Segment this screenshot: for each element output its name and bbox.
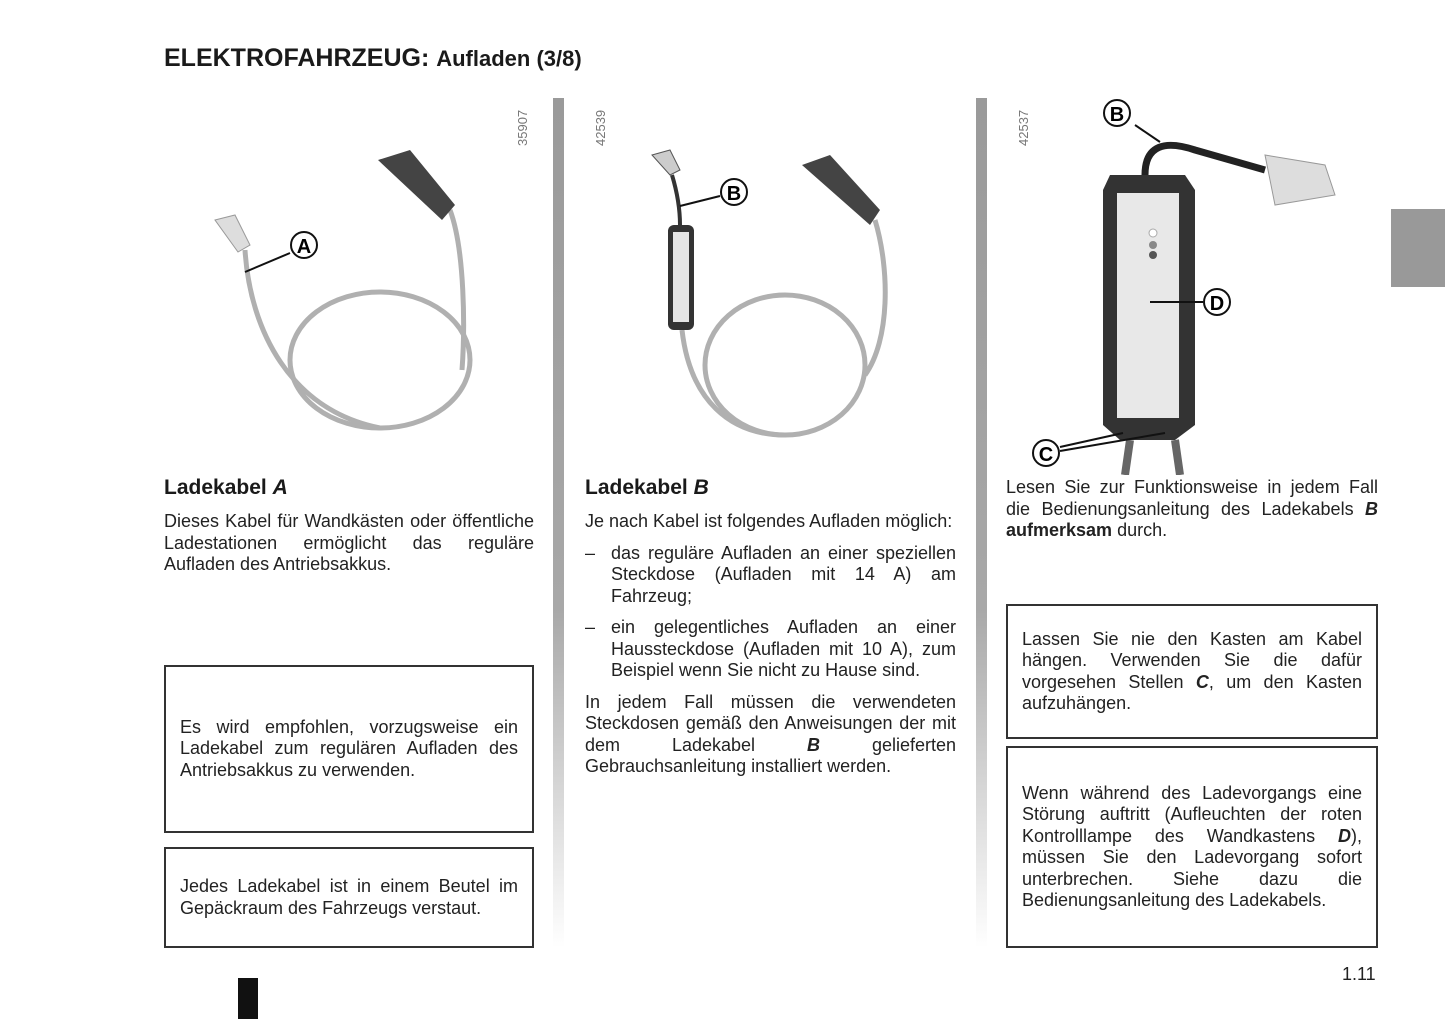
- letter: B: [807, 734, 820, 755]
- text: durch.: [1112, 520, 1168, 540]
- text: Lesen Sie zur Funktionsweise in jedem Fall die Bedienungsanleitung des Ladekabels: [1006, 477, 1378, 519]
- list-item: [585, 617, 956, 682]
- heading-letter: B: [693, 476, 709, 499]
- callout-b: B: [1109, 104, 1125, 126]
- section-heading-cable-a: [164, 476, 288, 500]
- note-box: [164, 665, 534, 833]
- warning-box: [1006, 604, 1378, 739]
- dash: –: [585, 617, 596, 637]
- warning-text: [1022, 783, 1362, 912]
- text: gelieferten Gebrauchsanleitung installiert werden.: [585, 734, 957, 776]
- dash: –: [585, 542, 596, 563]
- text: In jedem Fall müssen die verwendeten Steckdosen gemäß den Anweisungen der mit dem Ladekabel: [585, 691, 956, 755]
- intro-text: Je nach Kabel ist folgendes Aufladen möglich:: [585, 511, 953, 531]
- list-item: [585, 543, 956, 608]
- manual-reminder: [1006, 477, 1378, 542]
- column-divider: [553, 98, 564, 948]
- text: Wenn während des Ladevorgangs eine Störung auftritt (Aufleuchten der roten Kontrolllampe des Wandkastens: [1022, 782, 1362, 846]
- outro-text: [585, 692, 956, 778]
- callout-c: C: [1038, 444, 1054, 466]
- note-text: Jedes Ladekabel ist in einem Beutel im Gepäckraum des Fahrzeugs verstaut.: [180, 876, 518, 918]
- title-main: ELEKTROFAHRZEUG:: [164, 44, 430, 72]
- charging-cable-b-illustration: [640, 140, 920, 440]
- warning-box: [1006, 746, 1378, 948]
- page-marker: [238, 978, 258, 1019]
- charging-cable-a-illustration: [180, 130, 500, 440]
- warning-text: [1022, 629, 1362, 715]
- heading-text: Ladekabel: [164, 476, 273, 499]
- cable-a-description: Dieses Kabel für Wandkästen oder öffentliche Ladestationen ermöglicht das reguläre Aufladen des Antriebsakkus.: [164, 511, 534, 574]
- list-item-text: ein gelegentliches Aufladen an einer Haussteckdose (Aufladen mit 10 A), zum Beispiel wenn Sie nicht zu Hause sind.: [611, 617, 956, 680]
- text: Lassen Sie nie den Kasten am Kabel hängen. Verwenden Sie die dafür vorgesehen Stellen: [1022, 628, 1362, 692]
- letter: B: [1365, 498, 1378, 519]
- text: ), müssen Sie den Ladevorgang sofort unterbrechen. Siehe dazu die Bedienungsanleitung des Ladekabels.: [1022, 825, 1362, 910]
- page-number: 1.11: [1342, 964, 1376, 984]
- control-box-illustration: [1025, 95, 1355, 475]
- callout-b: B: [726, 183, 742, 205]
- letter: D: [1338, 825, 1351, 846]
- figure-number: 42539: [593, 109, 608, 146]
- note-text: Es wird empfohlen, vorzugsweise ein Ladekabel zum regulären Aufladen des Antriebsakkus zu verwenden.: [180, 716, 518, 780]
- text: , um den Kasten aufzuhängen.: [1022, 671, 1362, 713]
- callout-a: A: [296, 236, 312, 258]
- heading-letter: A: [272, 476, 288, 499]
- bold-text: aufmerksam: [1006, 520, 1113, 540]
- chapter-tab: [1391, 209, 1445, 287]
- column-divider: [976, 98, 987, 948]
- section-heading-cable-b: [585, 476, 709, 500]
- figure-number: 42537: [1016, 109, 1031, 146]
- figure-number: 35907: [515, 109, 530, 146]
- list-item-text: das reguläre Aufladen an einer speziellen Steckdose (Aufladen mit 14 A) am Fahrzeug;: [611, 542, 956, 606]
- heading-text: Ladekabel: [585, 476, 694, 499]
- note-box: [164, 847, 534, 948]
- letter: C: [1195, 671, 1209, 692]
- callout-d: D: [1209, 293, 1225, 315]
- title-sub: Aufladen (3/8): [436, 46, 582, 71]
- page-title: [164, 44, 582, 73]
- cable-b-description: [585, 511, 956, 778]
